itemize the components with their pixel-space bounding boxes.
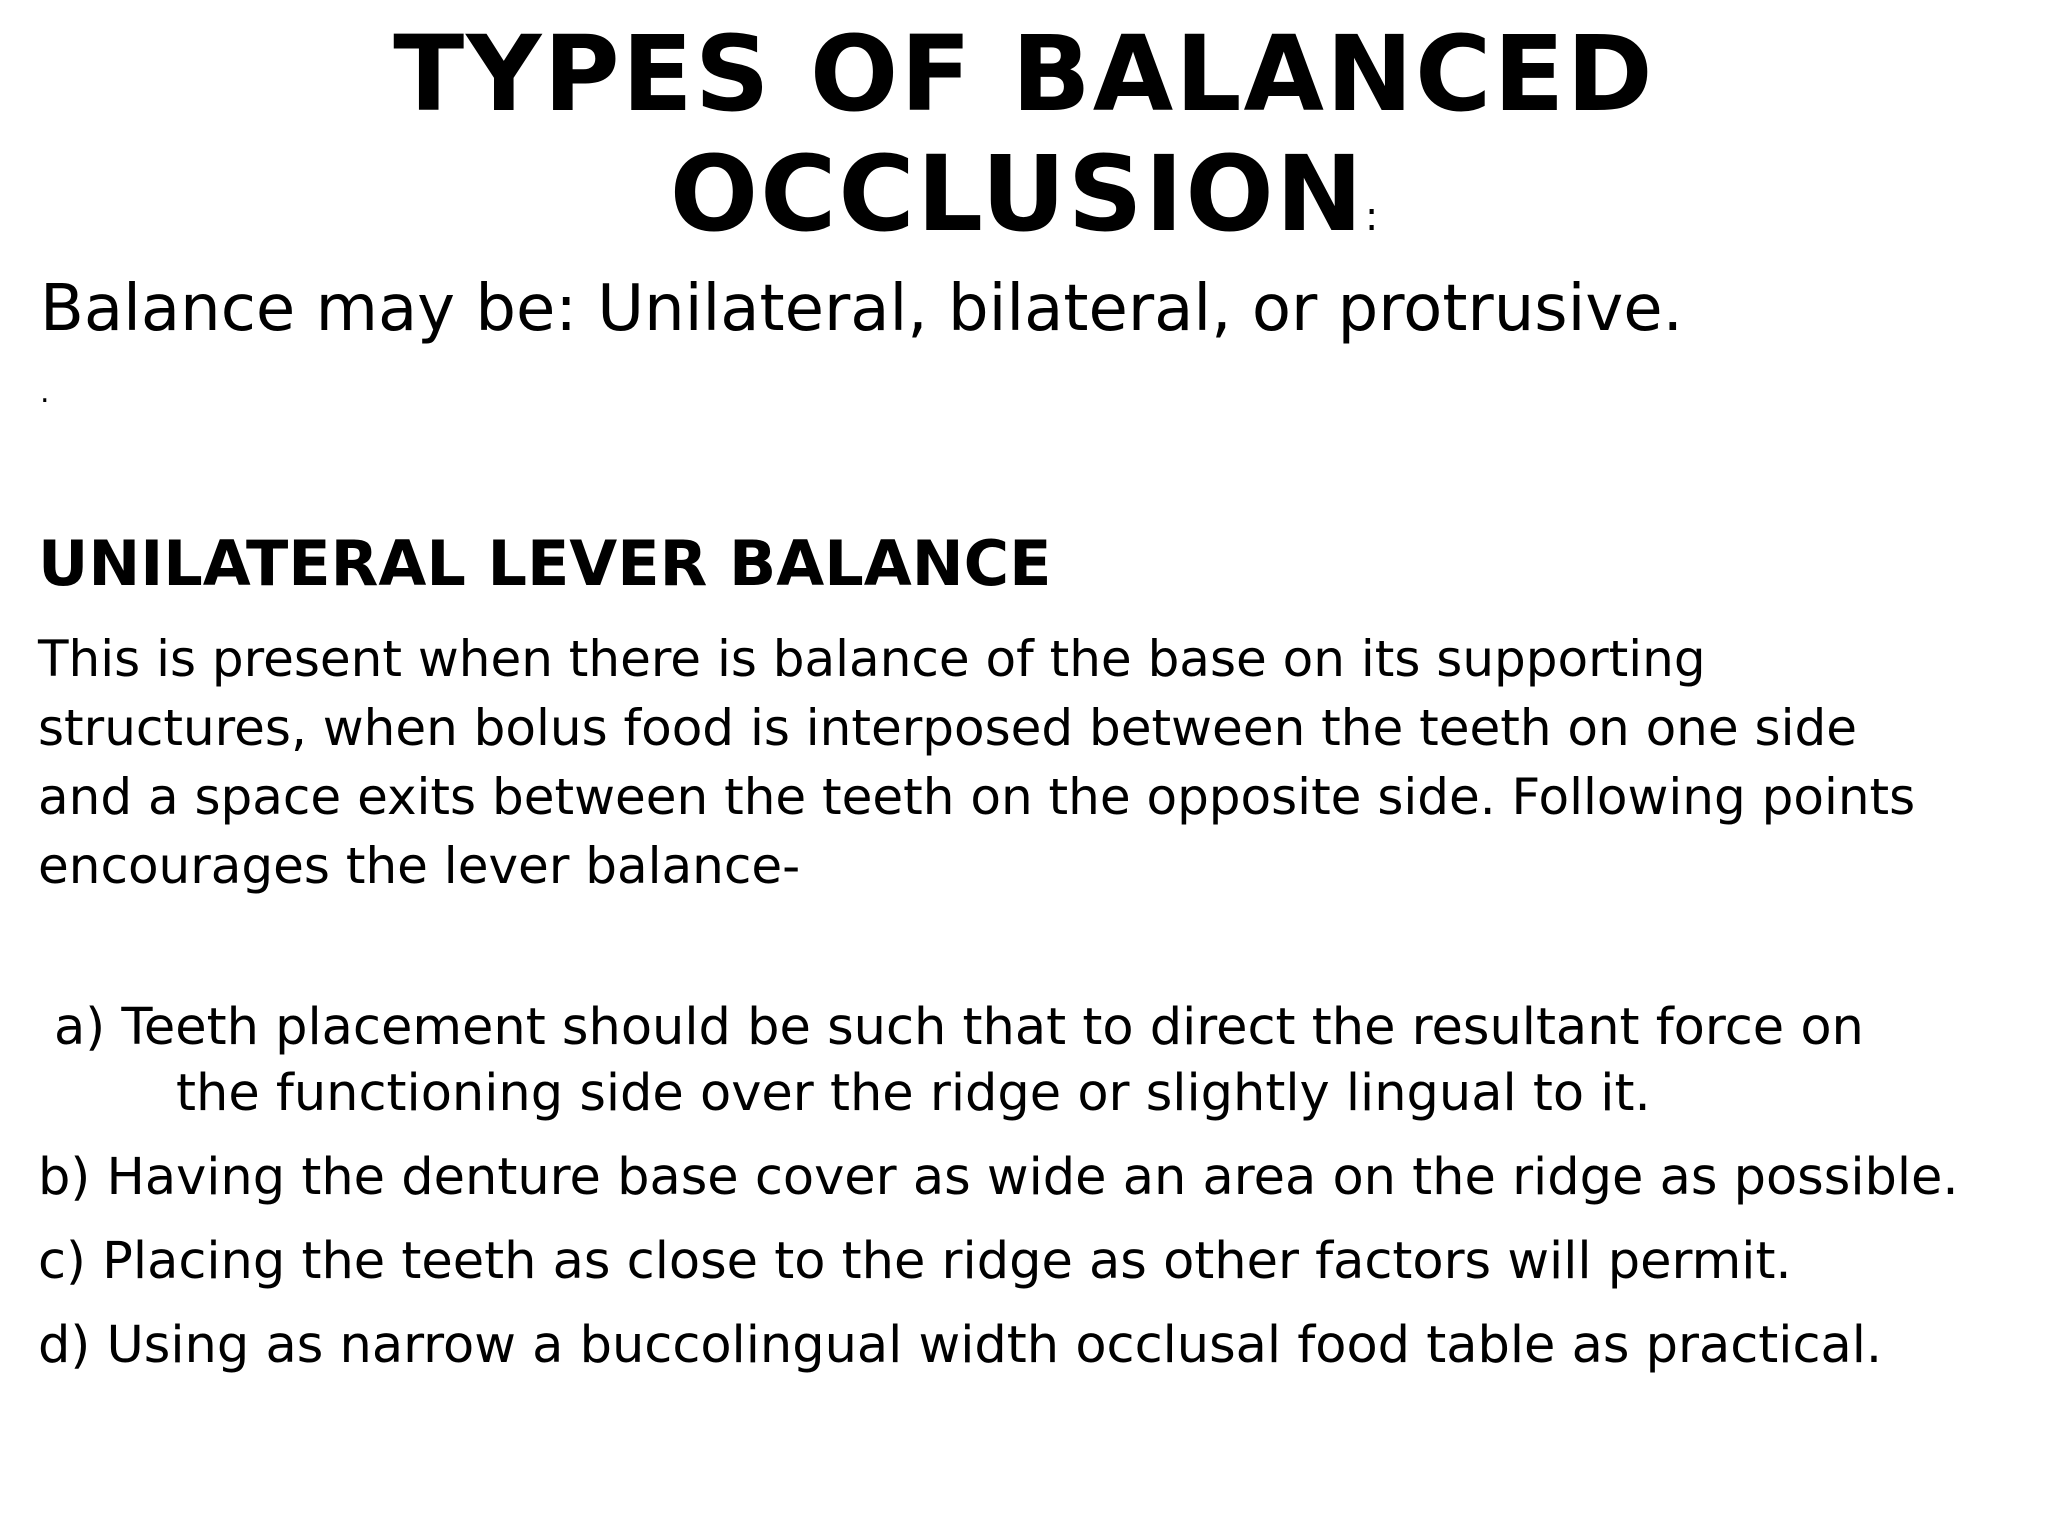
list-item-a-line-2: the functioning side over the ridge or slightly lingual to it.	[176, 1064, 1651, 1123]
paragraph-line: and a space exits between the teeth on the opposite side. Following points	[38, 768, 1916, 826]
slide-title-line-1	[0, 13, 2048, 135]
list-item-c: c) Placing the teeth as close to the ridge as other factors will permit.	[38, 1232, 1792, 1291]
list-item-a-line-1: a) Teeth placement should be such that to direct the resultant force on	[54, 998, 1864, 1057]
slide-title-line-2	[0, 133, 2048, 255]
paragraph-line: structures, when bolus food is interposed between the teeth on one side	[38, 699, 1857, 757]
stray-dot: .	[40, 375, 50, 410]
list-item-a	[54, 995, 1864, 1127]
paragraph-line: encourages the lever balance-	[38, 837, 801, 895]
list-item-d: d) Using as narrow a buccolingual width occlusal food table as practical.	[38, 1316, 1883, 1375]
title-text-2: OCCLUSION	[669, 133, 1365, 255]
paragraph-line: This is present when there is balance of the base on its supporting	[38, 630, 1706, 688]
section-heading: UNILATERAL LEVER BALANCE	[38, 527, 1052, 600]
title-colon: :	[1364, 194, 1379, 240]
description-paragraph	[38, 625, 1915, 901]
title-text-1: TYPES OF BALANCED	[393, 13, 1655, 135]
intro-text: Balance may be: Unilateral, bilateral, or protrusive.	[40, 272, 1683, 346]
list-item-b: b) Having the denture base cover as wide an area on the ridge as possible.	[38, 1148, 1959, 1207]
